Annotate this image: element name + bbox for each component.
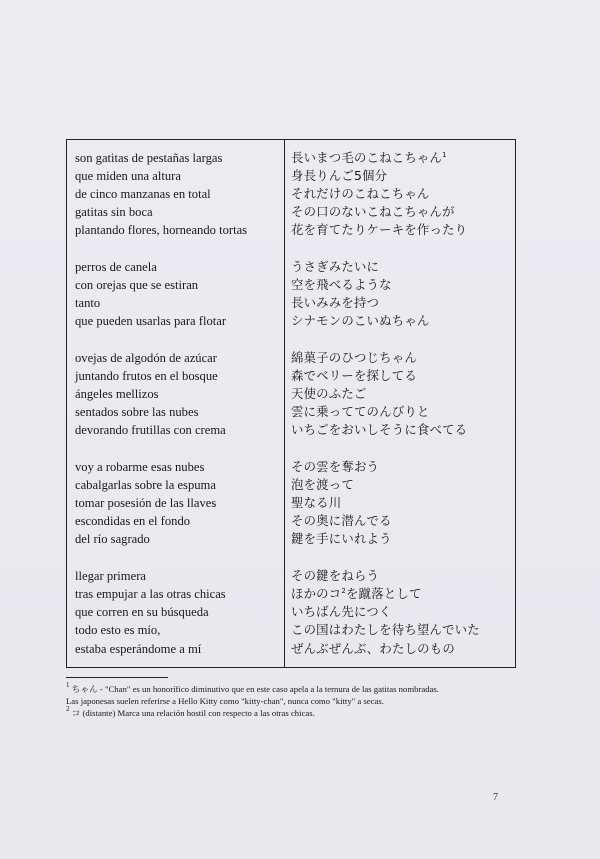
stanza-ja-2 — [291, 258, 515, 330]
footnotes — [66, 683, 536, 720]
verse-line: de cinco manzanas en total — [75, 187, 211, 202]
verse-line-ja: ぜんぶぜんぶ、わたしのもの — [291, 640, 455, 656]
stanza-ja-4 — [291, 458, 515, 548]
verse-line: perros de canela — [75, 260, 157, 275]
stanza-es-3 — [75, 349, 280, 439]
verse-line: todo esto es mío, — [75, 623, 161, 638]
poem-table — [66, 139, 516, 668]
stanza-es-1 — [75, 149, 280, 239]
verse-line-ja — [291, 149, 515, 167]
verse-line-ja: シナモンのこいぬちゃん — [291, 313, 430, 329]
verse-line: tras empujar a las otras chicas — [75, 587, 226, 602]
verse-line: ángeles mellizos — [75, 387, 159, 402]
footnote-ref-2: 2 — [341, 587, 347, 596]
verse-line-ja: 長いみみを持つ — [291, 295, 380, 311]
verse-line: estaba esperándome a mí — [75, 641, 202, 656]
verse-line: cabalgarlas sobre la espuma — [75, 478, 216, 493]
verse-line-ja: この国はわたしを待ち望んでいた — [291, 622, 480, 638]
verse-line: plantando flores, horneando tortas — [75, 223, 248, 238]
verse-line: sentados sobre las nubes — [75, 405, 199, 420]
verse-line: ovejas de algodón de azúcar — [75, 351, 217, 366]
verse-line-ja: うさぎみたいに — [291, 259, 380, 275]
footnote-rule — [66, 677, 168, 678]
footnote-text: コ (distante) Marca una relación hostil con respecto a las otras chicas. — [69, 708, 315, 719]
verse-line: que pueden usarlas para flotar — [75, 314, 227, 329]
stanza-ja-5 — [291, 567, 515, 657]
verse-line-ja: いちごをおいしそうに食べてる — [291, 422, 468, 438]
verse-line-ja: 森でベリーを探してる — [291, 368, 417, 384]
footnote-text: ちゃん - "Chan" es un honorífico diminutivo que en este caso apela a la ternura de las gatitas nombradas. — [69, 684, 439, 694]
stanza-ja-3 — [291, 349, 515, 439]
verse-line-ja: 綿菓子のひつじちゃん — [291, 350, 417, 366]
footnote-1 — [66, 683, 536, 695]
verse-line: gatitas sin boca — [75, 205, 153, 220]
verse-line-ja: 聖なる川 — [291, 495, 342, 511]
footnote-2 — [66, 707, 536, 719]
verse-line-ja: その奥に潜んでる — [291, 513, 392, 529]
verse-line: tanto — [75, 296, 101, 311]
verse-text: を蹴落として — [346, 586, 422, 602]
verse-line-ja: その雲を奪おう — [291, 459, 380, 475]
verse-line-ja: 空を飛べるような — [291, 277, 392, 293]
verse-line: escondidas en el fondo — [75, 514, 191, 529]
verse-line-ja — [291, 585, 515, 603]
verse-line-ja: その口のないこねこちゃんが — [291, 204, 455, 220]
verse-line: devorando frutillas con crema — [75, 423, 226, 438]
verse-line: llegar primera — [75, 569, 146, 584]
verse-line-ja: 花を育てたりケーキを作ったり — [291, 222, 468, 238]
verse-line: que corren en su búsqueda — [75, 605, 209, 620]
stanza-es-4 — [75, 458, 280, 548]
verse-line: que miden una altura — [75, 169, 181, 184]
verse-line: juntando frutos en el bosque — [75, 369, 218, 384]
japanese-column — [291, 149, 515, 676]
verse-line: del río sagrado — [75, 532, 150, 547]
page-number: 7 — [493, 792, 498, 803]
verse-text: ほかのコ — [291, 586, 342, 602]
stanza-es-2 — [75, 258, 280, 330]
verse-line-ja: その鍵をねらう — [291, 568, 380, 584]
verse-text: 長いまつ毛のこねこちゃん — [291, 150, 443, 165]
verse-line: con orejas que se estiran — [75, 278, 199, 293]
footnote-marker: 1 — [66, 681, 70, 689]
verse-line: tomar posesión de las llaves — [75, 496, 217, 511]
stanza-es-5 — [75, 567, 280, 657]
spanish-column — [75, 149, 280, 676]
verse-line-ja: 身長りんご5個分 — [291, 168, 388, 184]
footnote-marker: 2 — [66, 705, 70, 714]
verse-line-ja: 天使のふたご — [291, 386, 367, 402]
verse-line-ja: いちばん先につく — [291, 604, 392, 620]
footnote-1-continued: Las japonesas suelen referirse a Hello Kitty como "kitty-chan", nunca como "kitty" a secas. — [66, 696, 384, 707]
column-divider — [284, 140, 285, 667]
verse-line: son gatitas de pestañas largas — [75, 151, 223, 165]
stanza-ja-1 — [291, 149, 515, 239]
verse-line: voy a robarme esas nubes — [75, 460, 205, 475]
verse-line-ja: それだけのこねこちゃん — [291, 186, 430, 202]
footnote-ref-1: 1 — [442, 151, 447, 159]
verse-line-ja: 雲に乗っててのんびりと — [291, 404, 430, 420]
verse-line-ja: 泡を渡って — [291, 477, 354, 493]
verse-line-ja: 鍵を手にいれよう — [291, 531, 392, 547]
